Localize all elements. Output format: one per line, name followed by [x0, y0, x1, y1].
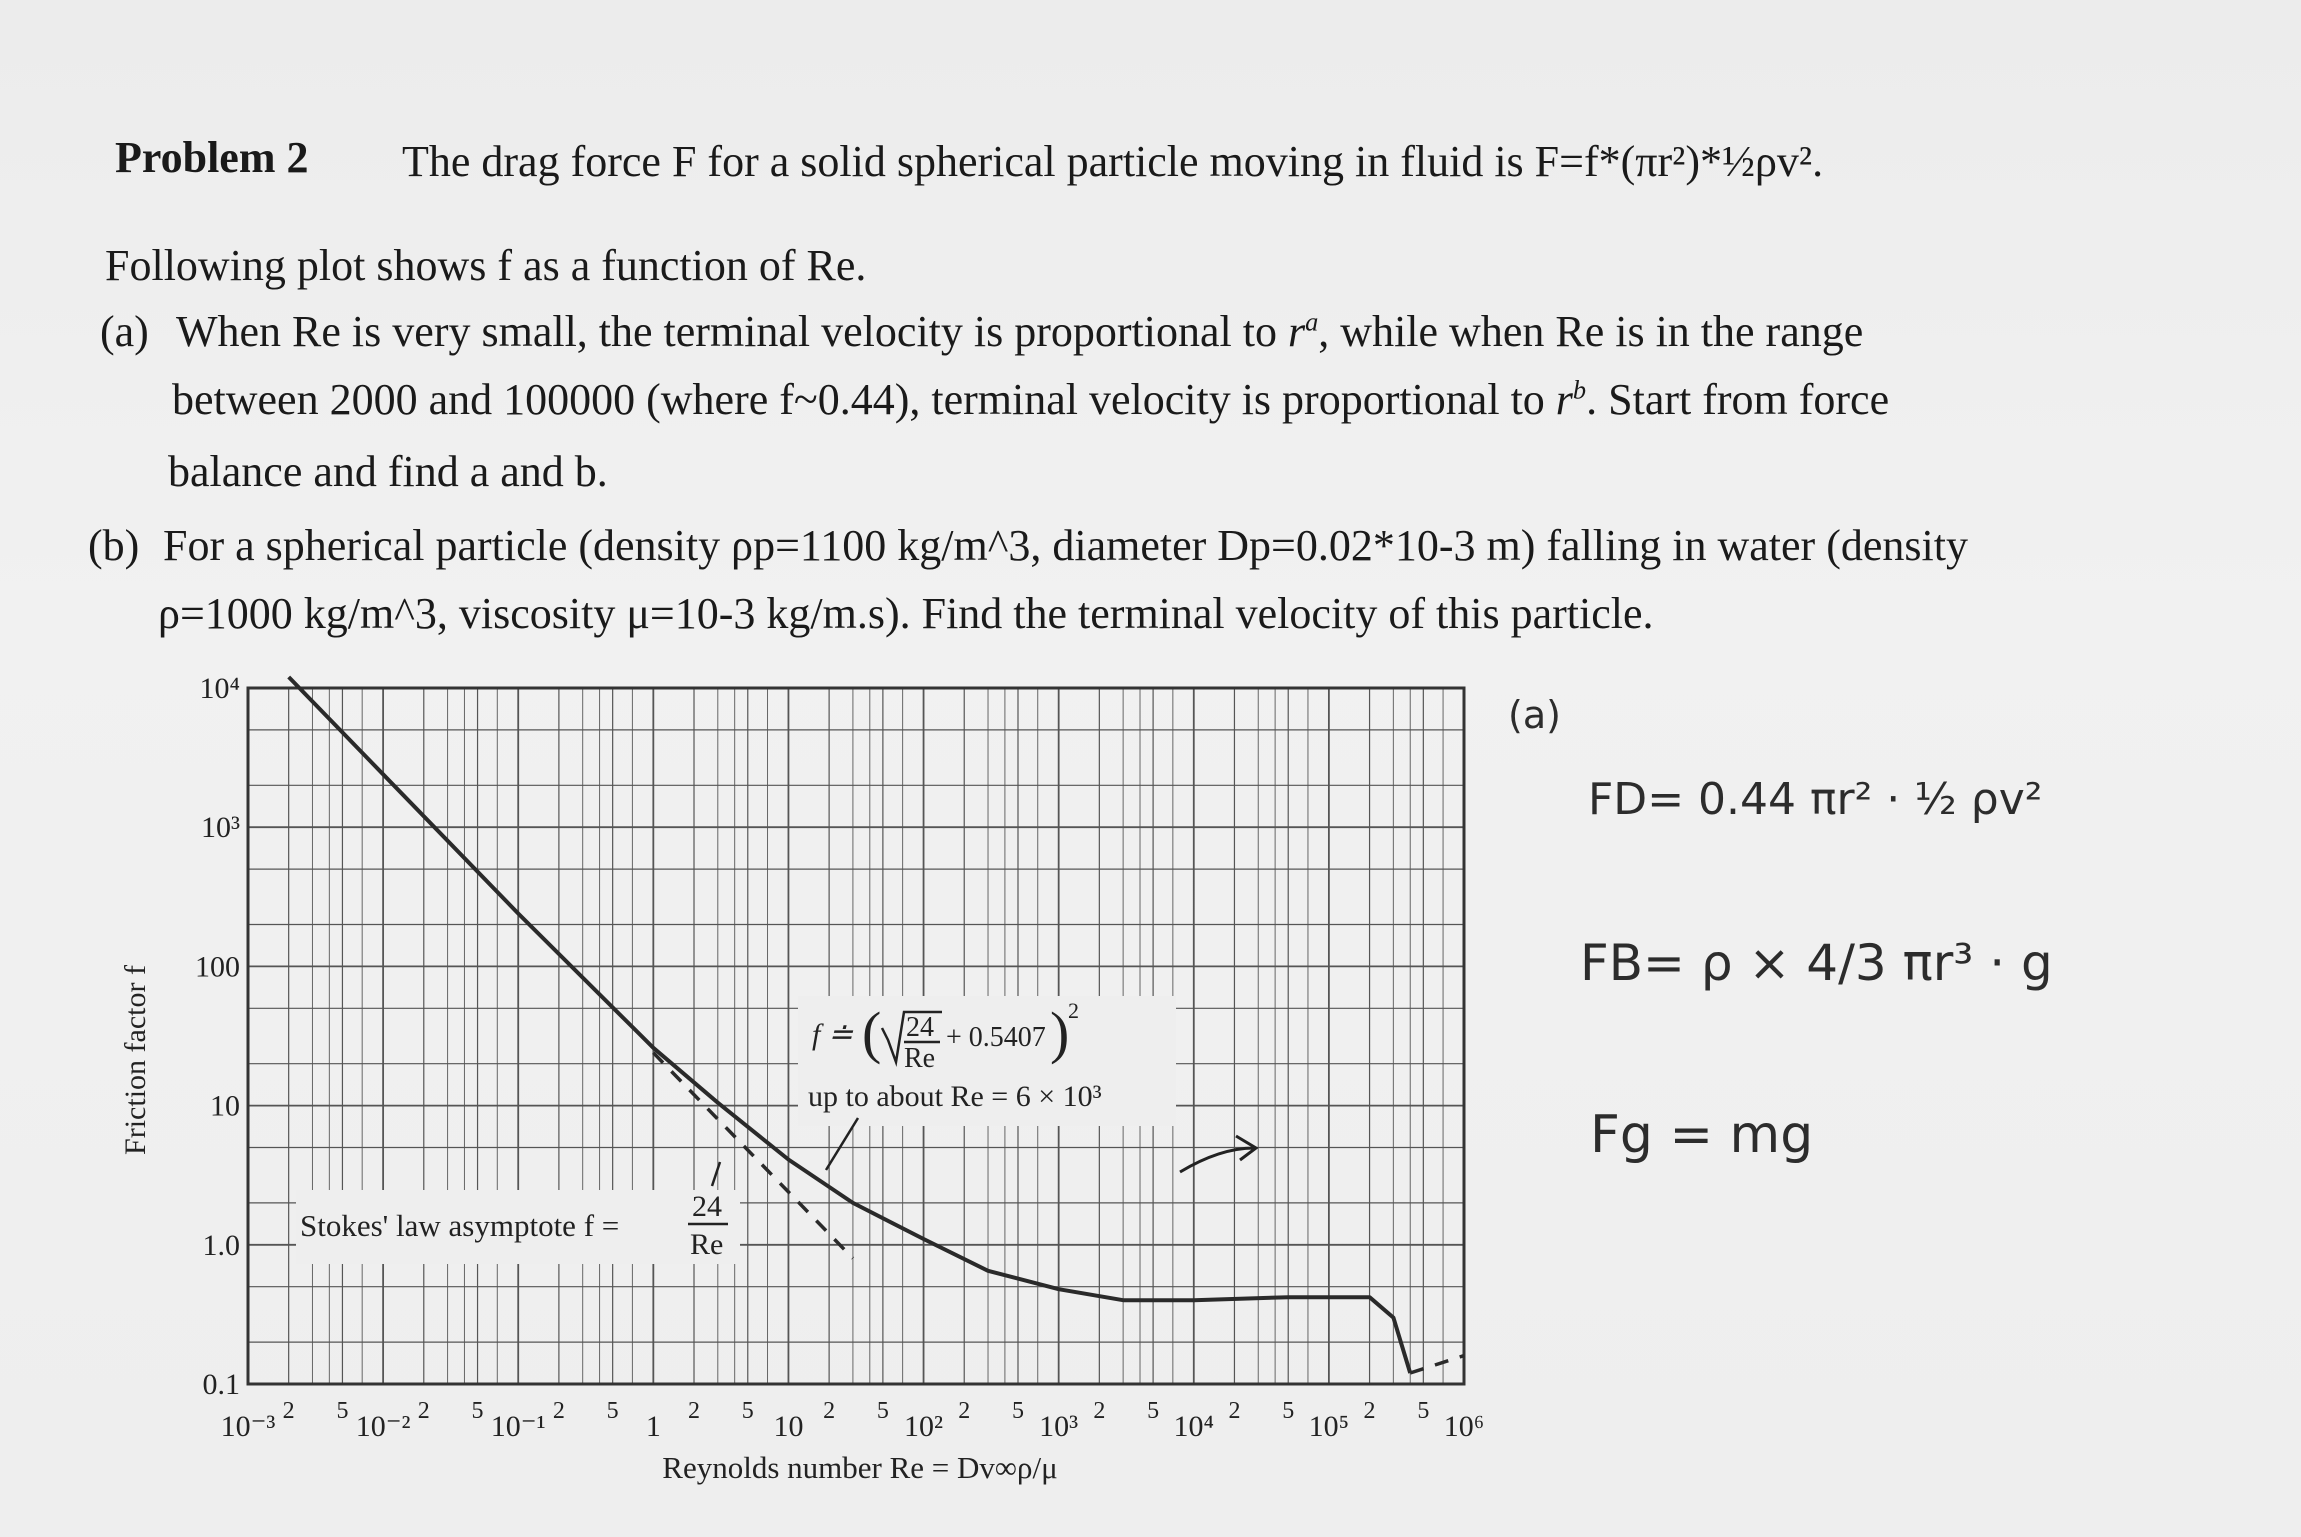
x-axis-label: Reynolds number Re = Dv∞ρ/μ: [662, 1450, 1058, 1485]
handwritten-notes: [1508, 693, 2053, 1165]
x-tick-label: 10⁻²: [355, 1410, 411, 1443]
part-a-line2: between 2000 and 100000 (where f~0.44), terminal velocity is proportional to $r^b$. Start from force: [172, 374, 1890, 424]
hand-arrow-icon: [1180, 1136, 1256, 1172]
x-tick-label: 10⁴: [1173, 1410, 1215, 1443]
formula-range: up to about Re = 6 × 10³: [808, 1080, 1102, 1113]
x-tick-label: 2: [823, 1398, 836, 1424]
problem-intro: Following plot shows f as a function of Re.: [105, 241, 867, 290]
hand-eq1: FD= 0.44 πr² · ½ ρv²: [1588, 774, 2043, 825]
formula-paren-open: (: [862, 1000, 882, 1065]
x-tick-label: 10⁻¹: [490, 1410, 546, 1443]
x-tick-label: 2: [1093, 1398, 1106, 1424]
y-tick-label: 10³: [201, 811, 240, 845]
hand-eq3: Fg = mg: [1590, 1105, 1814, 1165]
x-tick-label: 10⁵: [1308, 1410, 1350, 1443]
x-tick-label: 2: [552, 1398, 565, 1424]
x-tick-label: 2: [1228, 1398, 1241, 1424]
y-tick-label: 10: [210, 1089, 240, 1123]
formula-exp: 2: [1068, 998, 1079, 1023]
y-axis-label: Friction factor f: [119, 965, 152, 1155]
hand-part-label: (a): [1508, 693, 1561, 737]
stokes-num: 24: [692, 1190, 722, 1223]
formula-paren-close: ): [1050, 1000, 1070, 1065]
y-tick-label: 0.1: [202, 1368, 240, 1401]
x-tick-label: 5: [606, 1398, 619, 1424]
x-tick-label: 2: [688, 1398, 701, 1424]
x-tick-label: 5: [1417, 1398, 1430, 1424]
x-tick-label: 5: [1011, 1398, 1024, 1424]
x-tick-label: 10³: [1039, 1410, 1079, 1443]
formula-prefix: f ≐: [812, 1018, 853, 1051]
y-tick-label: 1.0: [202, 1228, 240, 1262]
x-tick-label: 5: [741, 1398, 754, 1424]
x-tick-label: 2: [958, 1398, 971, 1424]
formula-tail: + 0.5407: [946, 1022, 1046, 1053]
x-tick-label: 2: [1363, 1398, 1376, 1424]
part-b-line1: For a spherical particle (density ρp=1100 kg/m^3, diameter Dp=0.02*10-3 m) falling in water (density: [163, 521, 1968, 570]
x-tick-label: 10⁻³: [220, 1410, 276, 1443]
problem-statement: The drag force F for a solid spherical particle moving in fluid is F=f*(πr²)*½ρv².: [402, 137, 1824, 186]
x-tick-label: 10⁶: [1443, 1410, 1485, 1443]
part-a-line3: balance and find a and b.: [168, 447, 608, 496]
series-line-2: [1410, 1356, 1464, 1373]
x-tick-label: 5: [471, 1398, 484, 1424]
y-tick-label: 100: [195, 950, 240, 984]
x-tick-label: 2: [282, 1398, 295, 1424]
part-b-line2: ρ=1000 kg/m^3, viscosity μ=10-3 kg/m.s). Find the terminal velocity of this particle.: [158, 589, 1654, 638]
x-axis-ticks: [221, 1398, 1485, 1443]
hand-eq2: FB= ρ × 4/3 πr³ · g: [1580, 934, 2053, 992]
formula-num: 24: [906, 1012, 934, 1043]
formula-annotation: [798, 996, 1176, 1170]
x-tick-label: 5: [1282, 1398, 1295, 1424]
part-a-line1: When Re is very small, the terminal velocity is proportional to $r^a$, while when Re is in the range: [176, 306, 1864, 356]
part-a-label: (a): [100, 307, 149, 356]
x-tick-label: 5: [876, 1398, 889, 1424]
x-tick-label: 1: [645, 1410, 661, 1443]
y-tick-label: 10⁴: [199, 672, 240, 705]
x-tick-label: 5: [1147, 1398, 1160, 1424]
stokes-pointer: [712, 1162, 720, 1186]
stokes-den: Re: [690, 1228, 724, 1261]
stokes-label: Stokes' law asymptote f =: [300, 1208, 620, 1243]
formula-den: Re: [904, 1043, 936, 1074]
x-tick-label: 2: [417, 1398, 430, 1424]
y-axis-ticks: [195, 672, 240, 1401]
x-tick-label: 10²: [904, 1410, 944, 1443]
problem-label: Problem 2: [115, 133, 309, 182]
part-b-label: (b): [88, 521, 140, 570]
x-tick-label: 5: [336, 1398, 349, 1424]
x-tick-label: 10: [773, 1410, 804, 1443]
